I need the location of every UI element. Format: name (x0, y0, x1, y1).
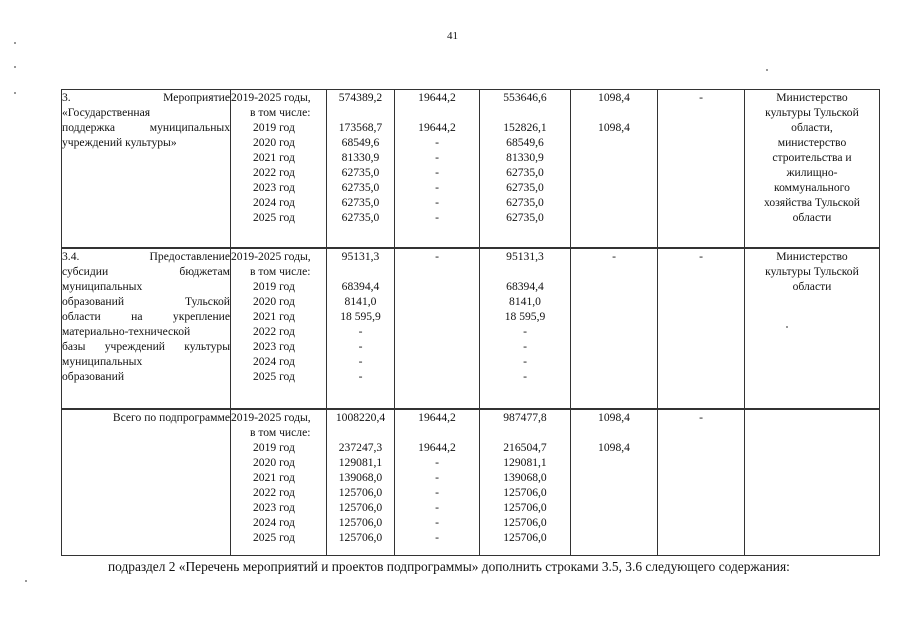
executor-line: области (792, 279, 832, 293)
measure-name-cell (62, 248, 231, 409)
federal-amount-cell (395, 409, 480, 556)
federal-amount-value (395, 279, 479, 294)
executor-line: Министерство (776, 91, 848, 104)
regional-amount-value: 62735,0 (506, 166, 544, 179)
page-number: 41 (447, 30, 458, 42)
measure-name-cell (62, 90, 231, 248)
measures-table (61, 89, 880, 556)
measure-name-line: субсидии бюджетам (62, 264, 230, 278)
measure-name-line: 3.4. Предоставление (62, 249, 230, 263)
year-label: 2023 год (253, 339, 295, 353)
total-amount-value: 62735,0 (341, 181, 380, 194)
regional-amount-cell (480, 248, 571, 409)
year-label: 2021 год (253, 470, 295, 484)
total-amount-value: 173568,7 (338, 121, 383, 134)
local-amount-value (571, 195, 657, 210)
regional-amount-value: 68394,4 (506, 279, 544, 293)
regional-amount-value: 62735,0 (506, 181, 544, 194)
total-amount-value: 95131,3 (341, 249, 380, 263)
local-amount-value (571, 485, 657, 500)
year-label: 2020 год (253, 136, 295, 149)
federal-amount-value: - (435, 470, 439, 484)
total-amount-value: 125706,0 (338, 530, 383, 544)
total-amount-value: 125706,0 (338, 515, 383, 529)
other-amount-value (658, 180, 744, 195)
total-amount-value: 139068,0 (338, 470, 383, 484)
local-amount-value (571, 470, 657, 485)
executor-line: коммунального (774, 181, 850, 194)
federal-amount-value: - (435, 151, 439, 164)
executor-cell (745, 409, 880, 556)
federal-amount-value: - (435, 166, 439, 179)
regional-amount-value: - (523, 339, 527, 353)
year-label: 2022 год (253, 485, 295, 499)
measure-name-line: области на укрепление (62, 309, 230, 323)
other-amount-value (658, 165, 744, 180)
other-amount-value (658, 294, 744, 309)
scan-speck (786, 326, 788, 328)
scan-speck (14, 66, 16, 68)
local-amount-cell (571, 248, 658, 409)
period-cell (231, 90, 327, 248)
regional-amount-value: 553646,6 (503, 91, 547, 104)
total-amount-value: 62735,0 (341, 211, 380, 224)
regional-amount-value: 62735,0 (506, 211, 544, 224)
local-amount-value (571, 150, 657, 165)
total-amount-value: 237247,3 (338, 440, 383, 454)
local-amount-value: 1098,4 (598, 91, 630, 104)
regional-amount-value: 62735,0 (506, 196, 544, 209)
executor-line: хозяйства Тульской (764, 196, 860, 209)
total-amount-value: 129081,1 (338, 455, 383, 469)
year-label: 2024 год (253, 354, 295, 368)
year-label: 2024 год (253, 196, 295, 209)
regional-amount-value: 8141,0 (509, 294, 541, 308)
measure-name-line: «Государственная (62, 106, 151, 119)
measure-name-line: поддержка муниципальных (62, 121, 230, 134)
local-amount-value (571, 500, 657, 515)
year-label: 2022 год (253, 324, 295, 338)
other-amount-value (658, 530, 744, 545)
local-amount-value (571, 354, 657, 369)
measure-name-line: муниципальных (62, 354, 143, 368)
other-amount-value (658, 135, 744, 150)
other-amount-value (658, 354, 744, 369)
federal-amount-value (395, 354, 479, 369)
table-row (62, 90, 880, 248)
regional-amount-value: 81330,9 (506, 151, 544, 164)
other-amount-value (658, 500, 744, 515)
total-amount-value: 62735,0 (341, 196, 380, 209)
scan-speck (14, 92, 16, 94)
total-amount-value: 68394,4 (341, 279, 380, 293)
other-amount-value (658, 455, 744, 470)
regional-amount-value: 125706,0 (503, 485, 547, 499)
year-label: 2025 год (253, 369, 295, 383)
year-label: 2022 год (253, 166, 295, 179)
body-paragraph: подраздел 2 «Перечень мероприятий и проектов подпрограммы» дополнить строками 3.5, 3.6 следующего содержания: (108, 559, 790, 574)
federal-amount-value: - (435, 136, 439, 149)
total-amount-value: 81330,9 (341, 151, 380, 164)
federal-amount-value: - (435, 211, 439, 224)
measure-name-cell (62, 409, 231, 556)
local-amount-value (571, 279, 657, 294)
local-amount-value (571, 324, 657, 339)
year-label: 2020 год (253, 294, 295, 308)
local-amount-value (571, 530, 657, 545)
measure-name-line: учреждений культуры» (62, 136, 177, 149)
year-label: 2025 год (253, 211, 295, 224)
regional-amount-value: - (523, 369, 527, 383)
period-header: 2019-2025 годы, (231, 410, 311, 424)
other-amount-value (658, 339, 744, 354)
executor-cell (745, 248, 880, 409)
measure-name-line: муниципальных (62, 279, 143, 293)
year-label: 2019 год (253, 440, 295, 454)
federal-amount-value (395, 309, 479, 324)
federal-amount-cell (395, 90, 480, 248)
scan-speck (25, 580, 27, 582)
measure-name-line: образований Тульской (62, 294, 230, 308)
local-amount-value (571, 180, 657, 195)
local-amount-value: 1098,4 (598, 410, 630, 424)
regional-amount-value: 125706,0 (503, 500, 547, 514)
table-row (62, 409, 880, 556)
federal-amount-value: - (435, 530, 439, 544)
federal-amount-value (395, 324, 479, 339)
total-amount-value: 574389,2 (338, 91, 383, 104)
regional-amount-value: 139068,0 (503, 470, 547, 484)
other-amount-value (658, 150, 744, 165)
federal-amount-value: 19644,2 (418, 410, 456, 424)
other-amount-cell (658, 248, 745, 409)
executor-line: культуры Тульской (765, 264, 859, 278)
federal-amount-value: 19644,2 (418, 121, 456, 134)
other-amount-value: - (699, 91, 703, 104)
scan-speck (766, 69, 768, 71)
total-amount-value: - (358, 354, 363, 368)
other-amount-cell (658, 409, 745, 556)
year-label: 2024 год (253, 515, 295, 529)
regional-amount-value: 125706,0 (503, 530, 547, 544)
federal-amount-cell (395, 248, 480, 409)
other-amount-value: - (699, 249, 703, 263)
total-amount-value: 125706,0 (338, 485, 383, 499)
total-amount-value: 1008220,4 (335, 410, 386, 424)
measure-name-line: 3. Мероприятие (62, 91, 230, 104)
measure-name-line: Всего по подпрограмме (112, 410, 230, 424)
federal-amount-value (395, 294, 479, 309)
local-amount-value (571, 210, 657, 225)
executor-line: жилищно- (786, 166, 838, 179)
local-amount-value (571, 294, 657, 309)
year-label: 2019 год (253, 279, 295, 293)
executor-line: Министерство (776, 249, 848, 263)
total-amount-value: - (358, 324, 363, 338)
other-amount-value (658, 324, 744, 339)
other-amount-value (658, 210, 744, 225)
other-amount-value (658, 309, 744, 324)
period-cell (231, 248, 327, 409)
year-label: 2021 год (253, 309, 295, 323)
local-amount-value (571, 309, 657, 324)
period-subheader: в том числе: (250, 106, 311, 119)
year-label: 2023 год (253, 500, 295, 514)
executor-line: министерство (777, 136, 847, 149)
local-amount-value: 1098,4 (598, 440, 630, 454)
total-amount-cell (327, 90, 395, 248)
regional-amount-value: 129081,1 (503, 455, 547, 469)
local-amount-cell (571, 409, 658, 556)
federal-amount-value: - (435, 515, 439, 529)
federal-amount-value (395, 339, 479, 354)
regional-amount-value: 18 595,9 (504, 309, 546, 323)
other-amount-value (658, 369, 744, 384)
year-label: 2021 год (253, 151, 295, 164)
regional-amount-value: 125706,0 (503, 515, 547, 529)
measure-name-line: материально-технической (62, 324, 191, 338)
federal-amount-value: - (435, 485, 439, 499)
federal-amount-value: - (435, 455, 439, 469)
federal-amount-value: 19644,2 (418, 91, 456, 104)
total-amount-value: 68549,6 (341, 136, 380, 149)
federal-amount-value: - (435, 181, 439, 194)
table-body (62, 90, 880, 556)
period-subheader: в том числе: (250, 425, 311, 439)
federal-amount-value: - (435, 196, 439, 209)
year-label: 2023 год (253, 181, 295, 194)
total-amount-value: 18 595,9 (340, 309, 381, 323)
other-amount-value: - (699, 410, 703, 424)
regional-amount-value: 68549,6 (506, 136, 544, 149)
period-cell (231, 409, 327, 556)
local-amount-value (571, 135, 657, 150)
other-amount-value (658, 470, 744, 485)
executor-cell (745, 90, 880, 248)
executor-line: строительства и (772, 151, 852, 164)
regional-amount-value: 216504,7 (503, 440, 547, 454)
regional-amount-value: 987477,8 (503, 410, 547, 424)
table-row (62, 248, 880, 409)
local-amount-value (571, 339, 657, 354)
regional-amount-cell (480, 90, 571, 248)
federal-amount-value: - (435, 500, 439, 514)
period-header: 2019-2025 годы, (231, 91, 311, 104)
total-amount-value: - (358, 369, 363, 383)
total-amount-cell (327, 409, 395, 556)
measure-name-line: базы учреждений культуры (62, 339, 230, 353)
other-amount-value (658, 120, 744, 135)
local-amount-value: - (612, 249, 616, 263)
regional-amount-cell (480, 409, 571, 556)
local-amount-value (571, 369, 657, 384)
year-label: 2025 год (253, 530, 295, 544)
executor-line: области (792, 211, 832, 224)
local-amount-value (571, 515, 657, 530)
local-amount-value (571, 455, 657, 470)
other-amount-value (658, 440, 744, 455)
measure-name-line: образований (62, 369, 125, 383)
regional-amount-value: - (523, 324, 527, 338)
total-amount-cell (327, 248, 395, 409)
period-subheader: в том числе: (250, 264, 311, 278)
regional-amount-value: 95131,3 (506, 249, 544, 263)
total-amount-value: 125706,0 (338, 500, 383, 514)
year-label: 2019 год (253, 121, 295, 134)
other-amount-value (658, 195, 744, 210)
executor-line: культуры Тульской (765, 106, 859, 119)
total-amount-value: - (358, 339, 363, 353)
federal-amount-value (395, 369, 479, 384)
total-amount-value: 8141,0 (344, 294, 377, 308)
regional-amount-value: 152826,1 (503, 121, 547, 134)
federal-amount-value: - (435, 249, 439, 263)
regional-amount-value: - (523, 354, 527, 368)
local-amount-value: 1098,4 (598, 121, 630, 134)
other-amount-value (658, 485, 744, 500)
other-amount-value (658, 515, 744, 530)
period-header: 2019-2025 годы, (231, 249, 311, 263)
year-label: 2020 год (253, 455, 295, 469)
other-amount-value (658, 279, 744, 294)
executor-line: области, (791, 121, 833, 134)
scan-speck (14, 42, 16, 44)
other-amount-cell (658, 90, 745, 248)
federal-amount-value: 19644,2 (418, 440, 456, 454)
total-amount-value: 62735,0 (341, 166, 380, 179)
local-amount-value (571, 165, 657, 180)
local-amount-cell (571, 90, 658, 248)
